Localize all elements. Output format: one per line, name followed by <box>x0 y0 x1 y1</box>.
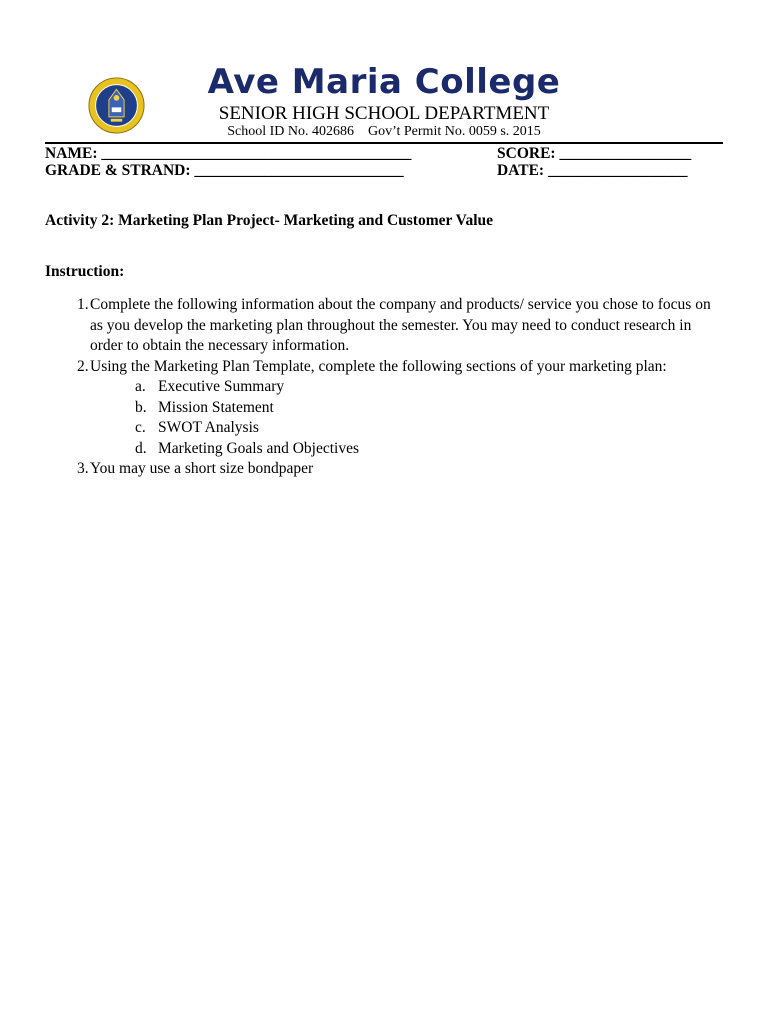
header-divider <box>45 142 723 144</box>
govt-permit: Gov’t Permit No. 0059 s. 2015 <box>367 124 541 139</box>
list-item <box>45 295 725 357</box>
sub-text: Mission Statement <box>158 398 274 416</box>
date-field: DATE: __________________ <box>497 162 688 179</box>
list-text: Complete the following information about the company and products/ service you chose to focus on as you develop the marketing plan throughout the semester. You may need to conduct research in order to obtain the necessary information. <box>90 296 711 354</box>
list-item <box>45 459 725 480</box>
score-field: SCORE: _________________ <box>497 145 692 162</box>
list-number: 3. <box>77 460 89 477</box>
activity-title: Activity 2: Marketing Plan Project- Marketing and Customer Value <box>45 212 494 229</box>
department-title: SENIOR HIGH SCHOOL DEPARTMENT <box>218 103 550 124</box>
sub-text: SWOT Analysis <box>158 419 259 436</box>
college-name: Ave Maria College <box>207 62 561 102</box>
sub-item <box>45 377 725 398</box>
sub-text: Marketing Goals and Objectives <box>158 439 360 457</box>
school-id: School ID No. 402686 <box>227 124 354 139</box>
list-text: Using the Marketing Plan Template, complete the following sections of your marketing plan: <box>90 357 667 375</box>
sub-letter: b. <box>135 398 147 416</box>
list-number: 1. <box>77 296 89 313</box>
list-item <box>45 357 725 378</box>
sub-letter: a. <box>135 378 146 395</box>
list-number: 2. <box>77 357 89 375</box>
sub-text: Executive Summary <box>158 378 285 395</box>
sub-letter: c. <box>135 419 146 436</box>
list-text: You may use a short size bondpaper <box>90 460 314 477</box>
school-permit-line <box>0 124 768 140</box>
sub-item <box>45 439 725 460</box>
grade-strand-field: GRADE & STRAND: ___________________________ <box>45 162 404 179</box>
sub-item <box>45 418 725 439</box>
sub-letter: d. <box>135 439 147 457</box>
instruction-list <box>45 295 725 480</box>
sub-item <box>45 398 725 419</box>
instruction-heading: Instruction: <box>45 263 125 280</box>
name-field: NAME: ________________________________________ <box>45 145 412 162</box>
